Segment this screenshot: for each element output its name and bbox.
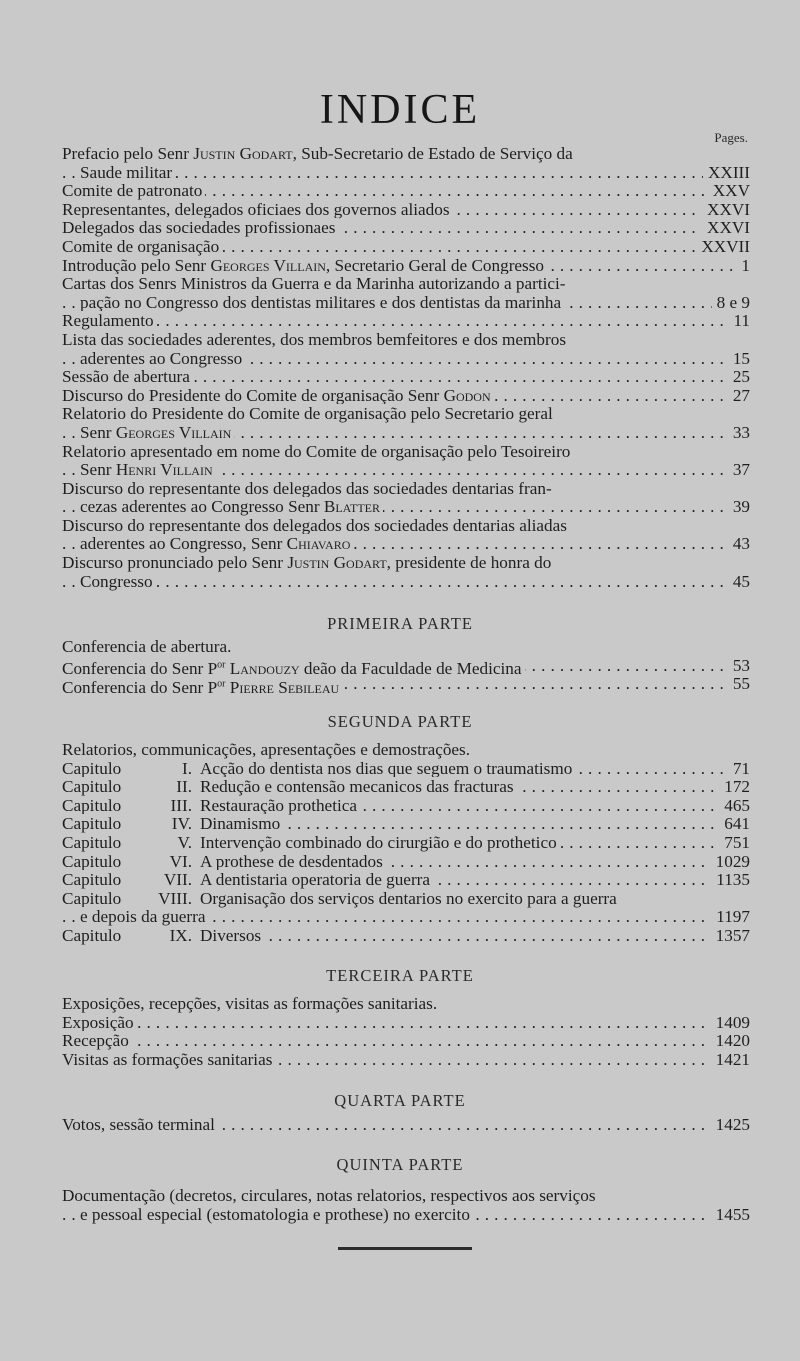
toc-entry-discurso-presidente[interactable]: . . . Discurso do Presidente do Comite de organisação Senr Godon 27	[62, 387, 750, 406]
page-number: 27	[728, 387, 750, 406]
end-rule	[338, 1247, 472, 1250]
toc-entry-discurso-godart[interactable]: Discurso pronunciado pelo Senr Justin Godart, presidente de honra do	[62, 554, 750, 573]
page-number: 1135	[711, 871, 750, 890]
quarta-parte-entries	[62, 1116, 750, 1135]
page-number: 15	[728, 350, 750, 369]
toc-entry-delegados[interactable]: . . . Delegados das sociedades profissionaes XXVI	[62, 219, 750, 238]
page-number: 55	[728, 675, 750, 694]
page-title: INDICE	[319, 87, 481, 133]
section-lead: Relatorios, communicações, apresentações e demostrações.	[62, 741, 750, 760]
page-number: 53	[728, 657, 750, 676]
section-lead: Conferencia de abertura.	[62, 638, 750, 657]
toc-entry-votos[interactable]: . . . Votos, sessão terminal 1425	[62, 1116, 750, 1135]
page-number: 1	[736, 257, 750, 276]
toc-entry-documentacao[interactable]: Documentação (decretos, circulares, notas relatorios, respectivos aos serviços	[62, 1187, 750, 1206]
page-number: 465	[719, 797, 750, 816]
page-number: 43	[728, 535, 750, 554]
toc-entry-capitulo-vii[interactable]: . . . Capitulo VII. A dentistaria operatoria de guerra 1135	[62, 871, 750, 890]
toc-entry-capitulo-iv[interactable]: . . . Capitulo IV. Dinamismo 641	[62, 815, 750, 834]
toc-entry-sessao[interactable]: . . . Sessão de abertura 25	[62, 368, 750, 387]
page-number: 1425	[711, 1116, 750, 1135]
page-number: 641	[719, 815, 750, 834]
page-number: 1357	[711, 927, 750, 946]
toc-entry-capitulo-i[interactable]: . . . Capitulo I. Acção do dentista nos dias que seguem o traumatismo 71	[62, 760, 750, 779]
toc-entry-landouzy[interactable]: . . . Conferencia do Senr $P^{or}$ Landouzy deão da Faculdade de Medicina 53	[62, 657, 750, 676]
page-number: 39	[728, 498, 750, 517]
quinta-parte-entries: Documentação (decretos, circulares, notas relatorios, respectivos aos serviços . . . e pessoal especial (estomatologia e prothese) no exercito 1455	[62, 1187, 750, 1224]
toc-entry-regulamento[interactable]: . . . Regulamento 11	[62, 312, 750, 331]
toc-entry-capitulo-viii[interactable]: Capitulo VIII. Organisação dos serviços dentarios no exercito para a guerra	[62, 890, 750, 909]
page-number: 751	[719, 834, 750, 853]
page-number: 25	[728, 368, 750, 387]
section-heading-segunda: SEGUNDA PARTE	[327, 712, 473, 731]
page-number: 11	[728, 312, 750, 331]
pages-column-label: Pages.	[714, 130, 748, 145]
toc-entry-capitulo-ix[interactable]: . . . Capitulo IX. Diversos 1357	[62, 927, 750, 946]
toc-entry-introducao[interactable]: . . . Introdução pelo Senr Georges Villain, Secretario Geral de Congresso 1	[62, 257, 750, 276]
toc-entry-comite-patronato[interactable]: . . . Comite de patronato XXV	[62, 182, 750, 201]
toc-entry-representantes[interactable]: . . . Representantes, delegados oficiaes dos governos aliados XXVI	[62, 201, 750, 220]
page-number: XXIII	[703, 164, 750, 183]
section-heading-primeira: PRIMEIRA PARTE	[327, 614, 473, 633]
page-number: 1197	[711, 908, 750, 927]
toc-entry-capitulo-v[interactable]: . . . Capitulo V. Intervenção combinado do cirurgião e do prothetico 751	[62, 834, 750, 853]
toc-entry-discurso-francezas[interactable]: Discurso do representante dos delegados das sociedades dentarias fran-	[62, 480, 750, 499]
page-number: 33	[728, 424, 750, 443]
toc-entry-capitulo-vi[interactable]: . . . Capitulo VI. A prothese de desdentados 1029	[62, 853, 750, 872]
intro-entries: Prefacio pelo Senr Justin Godart, Sub-Secretario de Estado de Serviço da . . . Saude militar XXIII . . . Comite de patronato XXV . . . Representantes, delegados oficiaes dos governos aliados XXVI . . . Delegados das sociedades profissionaes XXVI . . . Comite de organisação XXVII . . . Introdução pelo Senr Georges Villain, Secretario Geral de Congresso 1 Cartas dos Senrs Ministros da Guerra e da Marinha autorizando a partici- . . . pação no Congresso dos dentistas militares e dos dentistas da marinha 8 e 9 . . . Regulamento 11 Lista das sociedades aderentes, dos membros bemfeitores e dos membros . . . aderentes ao Congresso 15 . . . Sessão de abertura 25 . . . Discurso do Presidente do Comite de organisação Senr Godon 27 Relatorio do Presidente do Comite de organisação pelo Secretario geral . . . Senr Georges Villain 33 Relatorio apresentado em nome do Comite de organisação pelo Tesoireiro . . . Senr Henri Villain 37 Discurso do representante dos delegados das sociedades dentarias fran- . . . cezas aderentes ao Congresso Senr Blatter 39 Discurso do representante dos delegados dos sociedades dentarias aliadas . . . aderentes ao Congresso, Senr Chiavaro 43 Discurso pronunciado pelo Senr Justin Godart, presidente de honra do . . . Congresso 45	[62, 145, 750, 591]
page-number: 37	[728, 461, 750, 480]
section-heading-quinta: QUINTA PARTE	[336, 1155, 464, 1174]
toc-entry-discurso-aliadas[interactable]: Discurso do representante dos delegados dos sociedades dentarias aliadas	[62, 517, 750, 536]
terceira-parte-entries	[62, 995, 750, 1069]
page-number: XXV	[708, 182, 750, 201]
toc-entry-capitulo-ii[interactable]: . . . Capitulo II. Redução e contensão mecanicos das fracturas 172	[62, 778, 750, 797]
toc-entry-visitas[interactable]: . . . Visitas as formações sanitarias 1421	[62, 1051, 750, 1070]
page-number: 1029	[711, 853, 750, 872]
toc-entry-cartas[interactable]: Cartas dos Senrs Ministros da Guerra e da Marinha autorizando a partici-	[62, 275, 750, 294]
page-number: 8 e 9	[712, 294, 750, 313]
section-heading-terceira: TERCEIRA PARTE	[326, 966, 474, 985]
page-number: XXVII	[696, 238, 750, 257]
toc-entry-lista[interactable]: Lista das sociedades aderentes, dos membros bemfeitores e dos membros	[62, 331, 750, 350]
section-heading-quarta: QUARTA PARTE	[334, 1091, 466, 1110]
page-number: 1420	[711, 1032, 750, 1051]
section-lead: Exposições, recepções, visitas as formações sanitarias.	[62, 995, 750, 1014]
page-number: 1455	[711, 1206, 750, 1225]
toc-entry-sebileau[interactable]: . . . Conferencia do Senr $P^{or}$ Pierre Sebileau 55	[62, 675, 750, 694]
segunda-parte-entries: Relatorios, communicações, apresentações e demostrações. . . . Capitulo I. Acção do dentista nos dias que seguem o traumatismo 71 . . . Capitulo II. Redução e contensão mecanicos das fracturas 172 . . . Capitulo III. Restauração prothetica 465 . . . Capitulo IV. Dinamismo 641 . . . Capitulo V. Intervenção combinado do cirurgião e do prothetico 751 . . . Capitulo VI. A prothese de desdentados 1029 . . . Capitulo VII. A dentistaria operatoria de guerra 1135 Capitulo VIII. Organisação dos serviços dentarios no exercito para a guerra . . . e depois da guerra 1197 . . . Capitulo IX. Diversos 1357	[62, 741, 750, 946]
toc-entry-relatorio-presidente[interactable]: Relatorio do Presidente do Comite de organisação pelo Secretario geral	[62, 405, 750, 424]
toc-entry-capitulo-iii[interactable]: . . . Capitulo III. Restauração prothetica 465	[62, 797, 750, 816]
page-number: XXVI	[702, 201, 750, 220]
toc-entry-exposicao[interactable]: . . . Exposição 1409	[62, 1014, 750, 1033]
toc-entry-recepcao[interactable]: . . . Recepção 1420	[62, 1032, 750, 1051]
page-number: 1409	[711, 1014, 750, 1033]
primeira-parte-entries	[62, 637, 750, 697]
page-number: 1421	[711, 1051, 750, 1070]
toc-entry-relatorio-tesoureiro[interactable]: Relatorio apresentado em nome do Comite de organisação pelo Tesoireiro	[62, 443, 750, 462]
toc-entry-prefacio[interactable]: Prefacio pelo Senr Justin Godart, Sub-Secretario de Estado de Serviço da	[62, 145, 750, 164]
page-number: 45	[728, 573, 750, 592]
page-number: 172	[719, 778, 750, 797]
page-number: 71	[728, 760, 750, 779]
toc-entry-comite-organisacao[interactable]: . . . Comite de organisação XXVII	[62, 238, 750, 257]
page-number: XXVI	[702, 219, 750, 238]
